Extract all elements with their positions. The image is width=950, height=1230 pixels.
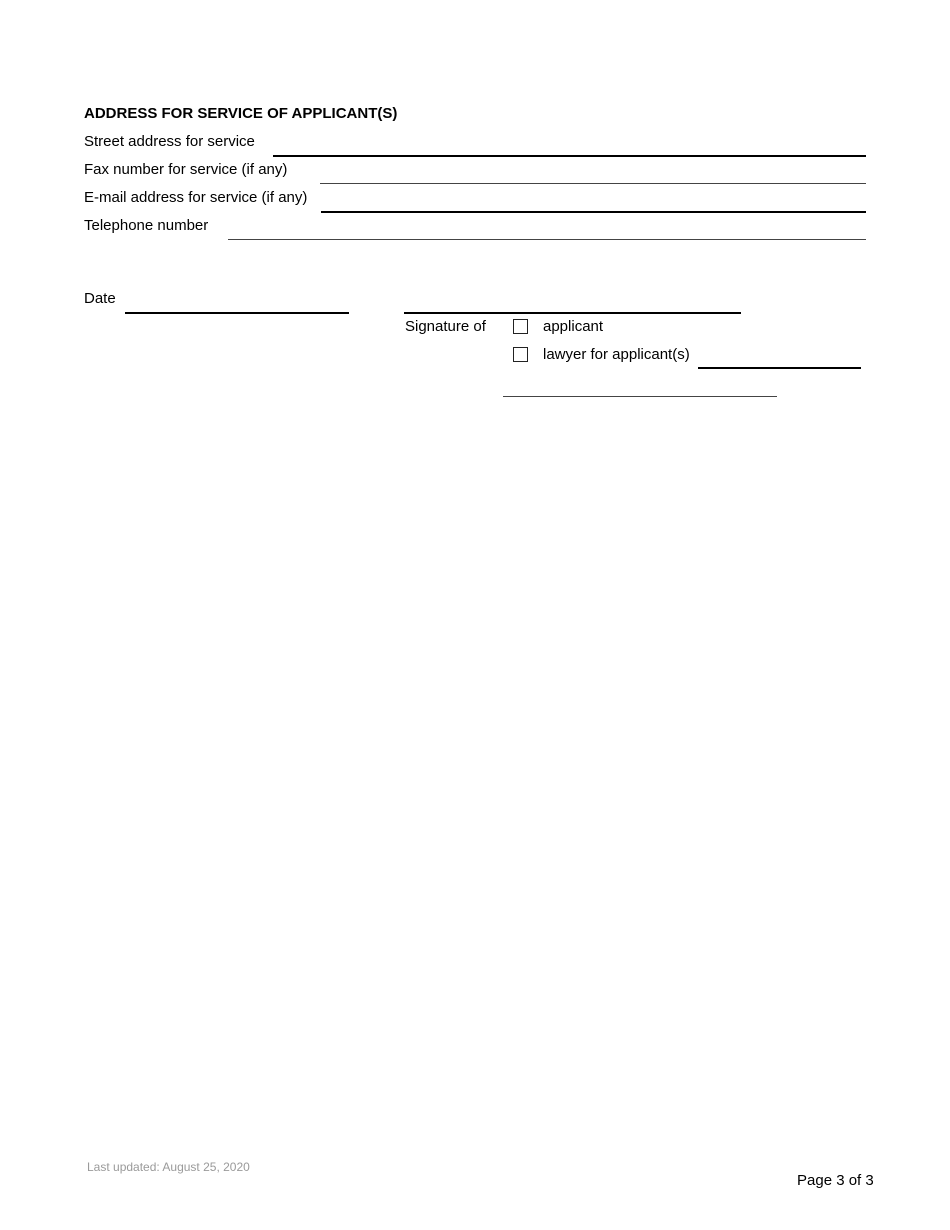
lawyer-option-label: lawyer for applicant(s) (543, 346, 690, 363)
date-label: Date (84, 290, 116, 307)
street-address-label: Street address for service (84, 133, 255, 150)
section-heading: ADDRESS FOR SERVICE OF APPLICANT(S) (84, 105, 398, 122)
last-updated-text: Last updated: August 25, 2020 (87, 1160, 250, 1174)
applicant-option-label: applicant (543, 318, 604, 335)
fax-label: Fax number for service (if any) (84, 161, 288, 178)
email-field[interactable] (321, 211, 866, 213)
telephone-field[interactable] (228, 239, 866, 240)
lawyer-checkbox[interactable] (513, 347, 528, 362)
fax-field[interactable] (320, 183, 866, 184)
telephone-label: Telephone number (84, 217, 209, 234)
page-number: Page 3 of 3 (797, 1172, 874, 1189)
date-field[interactable] (125, 312, 349, 314)
email-label: E-mail address for service (if any) (84, 189, 308, 206)
street-address-field[interactable] (273, 155, 866, 157)
applicant-checkbox[interactable] (513, 319, 528, 334)
lawyer-name-field[interactable] (698, 367, 861, 369)
signature-of-label: Signature of (405, 318, 486, 335)
lawyer-name-field-continued[interactable] (503, 396, 777, 397)
signature-line[interactable] (404, 312, 741, 314)
